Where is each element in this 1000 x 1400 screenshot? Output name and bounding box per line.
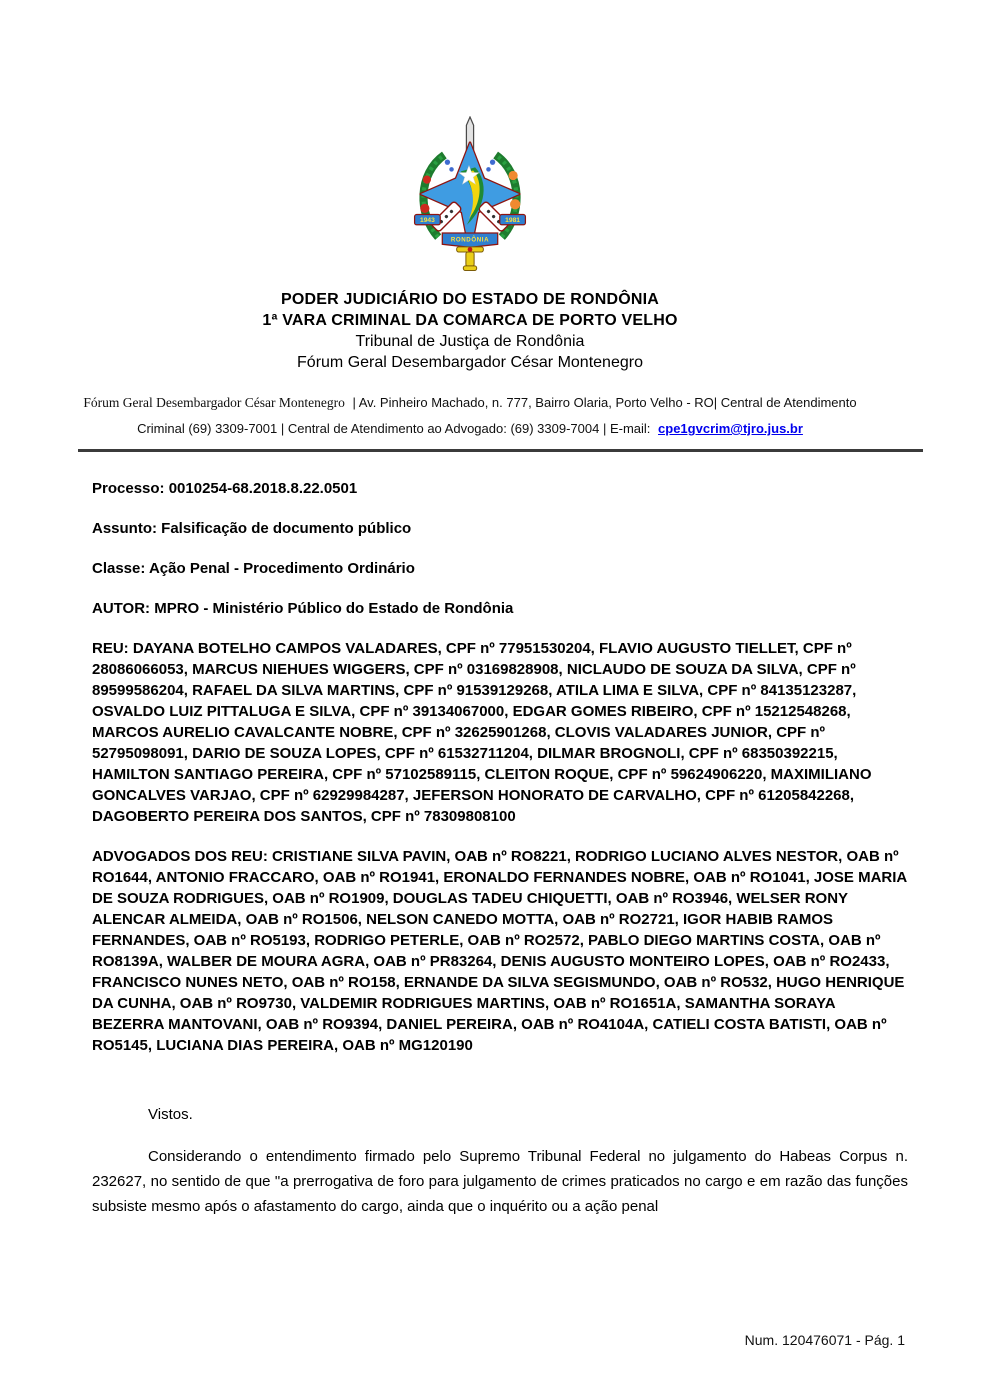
contact-block xyxy=(40,390,900,442)
vistos-line: Vistos. xyxy=(148,1106,193,1123)
email-link[interactable]: cpe1gvcrim@tjro.jus.br xyxy=(658,421,803,436)
phone-text: Criminal (69) 3309-7001 | Central de Atendimento ao Advogado: (69) 3309-7004 | E-mail: xyxy=(137,421,651,436)
page-number-label: Num. 120476071 - Pág. 1 xyxy=(744,1332,905,1348)
advogados-paragraph: ADVOGADOS DOS REU: CRISTIANE SILVA PAVIN, OAB nº RO8221, RODRIGO LUCIANO ALVES NESTOR, OAB nº RO1644, ANTONIO FRACCARO, OAB nº RO1941, ERONALDO FERNANDES NOBRE, OAB nº RO1041, JOSE MARIA DE SOUZA RODRIGUES, OAB nº RO1909, DOUGLAS TADEU CHIQUETTI, OAB nº RO3946, WELSER RONY ALENCAR ALMEIDA, OAB nº RO1506, NELSON CANEDO MOTTA, OAB nº RO2721, IGOR HABIB RAMOS FERNANDES, OAB nº RO5193, RODRIGO PETERLE, OAB nº RO2572, PABLO DIEGO MARTINS COSTA, OAB nº RO8139A, WALBER DE MOURA AGRA, OAB nº PR83264, DENIS AUGUSTO MONTEIRO LOPES, OAB nº RO2433, FRANCISCO NUNES NETO, OAB nº RO158, ERNANDE DA SILVA SEGISMUNDO, OAB nº RO532, HUGO HENRIQUE DA CUNHA, OAB nº RO9730, VALDEMIR RODRIGUES MARTINS, OAB nº RO1651A, SAMANTHA SORAYA BEZERRA MANTOVANI, OAB nº RO9394, DANIEL PEREIRA, OAB nº RO4104A, CATIELI COSTA BATISTI, OAB nº RO5145, LUCIANA DIAS PEREIRA, OAB nº MG120190 xyxy=(92,848,907,1054)
letterhead xyxy=(60,289,880,373)
emblem-banner xyxy=(442,233,497,247)
forum-name: Fórum Geral Desembargador César Montenegro xyxy=(83,395,345,410)
address-text: | Av. Pinheiro Machado, n. 777, Bairro Olaria, Porto Velho - RO| Central de Atendimento xyxy=(352,395,857,410)
autor-field: AUTOR: MPRO - Ministério Público do Estado de Rondônia xyxy=(92,600,514,617)
court-title-line4: Fórum Geral Desembargador César Montenegro xyxy=(297,354,643,371)
processo-field: Processo: 0010254-68.2018.8.22.0501 xyxy=(92,480,358,497)
emblem-year-right xyxy=(500,215,526,225)
rondonia-coat-of-arms-icon xyxy=(413,116,527,272)
reu-paragraph: REU: DAYANA BOTELHO CAMPOS VALADARES, CPF nº 77951530204, FLAVIO AUGUSTO TIELLET, CPF nº 28086066053, MARCUS NIEHUES WIGGERS, CPF nº 03169828908, NICLAUDO DE SOUZA DA SILVA, CPF nº 89599586204, RAFAEL DA SILVA MARTINS, CPF nº 91539129268, ATILA LIMA E SILVA, CPF nº 84135123287, OSVALDO LUIZ PITTALUGA E SILVA, CPF nº 39134067000, EDGAR GOMES RIBEIRO, CPF nº 15212548268, MARCOS AURELIO CAVALCANTE NOBRE, CPF nº 32625901268, CLOVIS VALADARES JUNIOR, CPF nº 52795098091, DARIO DE SOUZA LOPES, CPF nº 61532711204, DILMAR BROGNOLI, CPF nº 68350392215, HAMILTON SANTIAGO PEREIRA, CPF nº 57102589115, CLEITON ROQUE, CPF nº 59624906220, MAXIMILIANO GONCALVES VARJAO, CPF nº 62929984287, JEFERSON HONORATO DE CARVALHO, CPF nº 61205842268, DAGOBERTO PEREIRA DOS SANTOS, CPF nº 78309808100 xyxy=(92,640,872,825)
svg-text:1943: 1943 xyxy=(420,217,435,225)
svg-text:1981: 1981 xyxy=(505,217,520,225)
contact-line2 xyxy=(40,416,900,442)
court-title-line2: 1ª VARA CRIMINAL DA COMARCA DE PORTO VELHO xyxy=(262,312,678,329)
classe-field: Classe: Ação Penal - Procedimento Ordinário xyxy=(92,560,415,577)
header-divider xyxy=(78,449,923,452)
contact-line1 xyxy=(40,390,900,416)
court-title-line3: Tribunal de Justiça de Rondônia xyxy=(355,333,585,350)
court-title-line1: PODER JUDICIÁRIO DO ESTADO DE RONDÔNIA xyxy=(281,291,659,308)
decision-paragraph: Considerando o entendimento firmado pelo Supremo Tribunal Federal no julgamento do Habeas Corpus n. 232627, no sentido de que "a prerrogativa de foro para julgamento de crimes praticados no cargo e em razão das funções subsiste mesmo após o afastamento do cargo, ainda que o inquérito ou a ação penal xyxy=(92,1148,908,1215)
document-body xyxy=(92,478,908,1219)
emblem-year-left xyxy=(415,215,441,225)
svg-text:RONDÔNIA: RONDÔNIA xyxy=(450,236,490,244)
assunto-field: Assunto: Falsificação de documento público xyxy=(92,520,412,537)
